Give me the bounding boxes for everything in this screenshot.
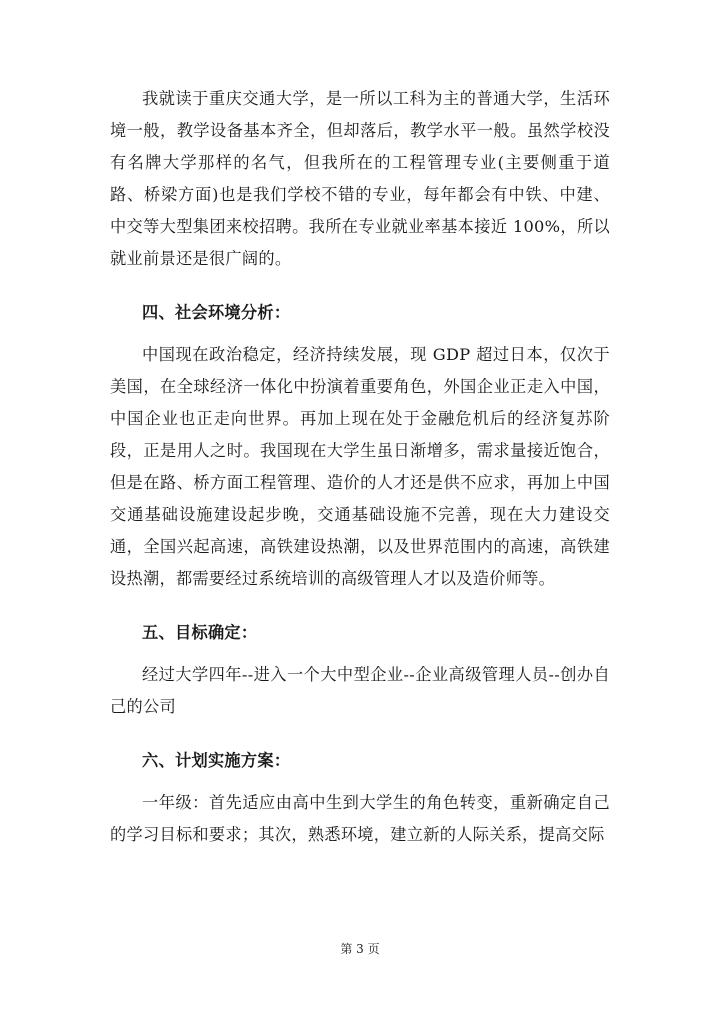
paragraph-social-environment: 中国现在政治稳定，经济持续发展，现 GDP 超过日本，仅次于美国，在全球经济一体化中扮演着重要角色，外国企业正走入中国，中国企业也正走向世界。再加上现在处于金融危机后的经济复苏阶段，正是用人之时。我国现在大学生虽日渐增多，需求量接近饱合，但是在路、桥方面工程管理、造价的人才还是供不应求，再加上中国交通基础设施建设起步晚，交通基础设施不完善，现在大力建设交通，全国兴起高速，高铁建设热潮，以及世界范围内的高速，高铁建设热潮，都需要经过系统培训的高级管理人才以及造价师等。	[110, 345, 610, 588]
spacer	[110, 723, 610, 733]
spacer	[110, 595, 610, 605]
heading-social-environment: 四、社会环境分析：	[142, 303, 291, 322]
paragraph-first-year: 一年级：首先适应由高中生到大学生的角色转变，重新确定自己的学习目标和要求；其次，熟悉环境，建立新的人际关系，提高交际	[110, 793, 610, 844]
heading-plan: 六、计划实施方案：	[142, 751, 291, 770]
spacer	[110, 275, 610, 285]
page-number: 第 3 页	[340, 942, 380, 956]
paragraph-school-intro: 我就读于重庆交通大学，是一所以工科为主的普通大学，生活环境一般，教学设备基本齐全，但却落后，教学水平一般。虽然学校没有名牌大学那样的名气，但我所在的工程管理专业(主要侧重于道路、桥梁方面)也是我们学校不错的专业，每年都会有中铁、中建、中交等大型集团来校招聘。我所在专业就业率基本接近 100%，所以就业前景还是很广阔的。	[110, 89, 610, 268]
heading-goal: 五、目标确定：	[142, 623, 258, 642]
paragraph-goal: 经过大学四年--进入一个大中型企业--企业高级管理人员--创办自己的公司	[110, 665, 610, 716]
document-body	[110, 83, 610, 851]
